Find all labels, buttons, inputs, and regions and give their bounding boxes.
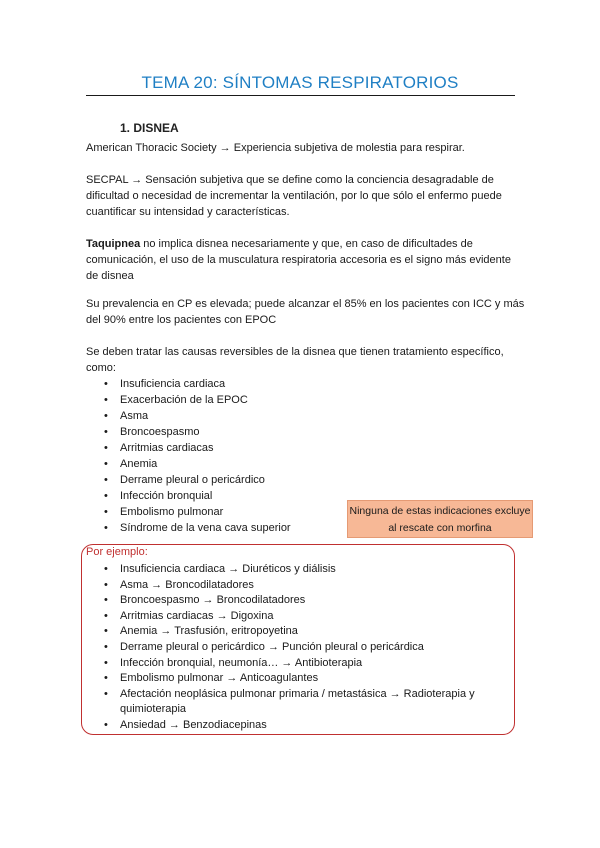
section-heading: 1. DISNEA — [120, 121, 179, 135]
bullet-icon: • — [104, 687, 108, 700]
page-title: TEMA 20: SÍNTOMAS RESPIRATORIOS — [141, 73, 459, 92]
bullet-icon: • — [104, 672, 108, 685]
paragraph-taquipnea — [86, 236, 526, 284]
bullet-icon: • — [104, 506, 108, 518]
paragraph-prevalence: Su prevalencia en CP es elevada; puede alcanzar el 85% en los pacientes con ICC y más del 90% entre los pacientes con EPOC — [86, 298, 525, 326]
list-item: • Embolismo pulmonar → Anticoagulantes — [86, 671, 516, 687]
bullet-icon: • — [104, 458, 108, 470]
example-label: Por ejemplo: — [86, 546, 148, 558]
paragraph-secpal: SECPAL → Sensación subjetiva que se define como la conciencia desagradable de dificultad o necesidad de incrementar la ventilación, por lo que sólo el enfermo puede cuantificar su intensidad y características. — [86, 174, 502, 218]
bullet-icon: • — [104, 594, 108, 607]
bullet-icon: • — [104, 563, 108, 575]
morphine-note-box: Ninguna de estas indicaciones excluye al rescate con morfina — [347, 500, 533, 538]
list-item: • Embolismo pulmonar — [104, 506, 224, 518]
example-list — [86, 562, 516, 734]
list-item: • Exacerbación de la EPOC — [104, 394, 248, 406]
bullet-icon: • — [104, 378, 108, 390]
bullet-icon: • — [104, 656, 108, 669]
bullet-icon: • — [104, 474, 108, 486]
bullet-icon: • — [104, 625, 108, 638]
list-item: • Anemia — [104, 458, 158, 470]
bullet-icon: • — [104, 442, 108, 454]
title-underline — [86, 95, 515, 96]
list-item: • Insuficiencia cardiaca — [104, 378, 226, 390]
bullet-icon: • — [104, 522, 108, 534]
list-item: • Broncoespasmo → Broncodilatadores — [86, 593, 516, 609]
list-item: • Derrame pleural o pericárdico → Punción pleural o pericárdica — [86, 640, 516, 656]
list-item: • Asma → Broncodilatadores — [86, 578, 516, 594]
bullet-icon: • — [104, 578, 108, 591]
list-item: • Síndrome de la vena cava superior — [104, 522, 291, 534]
list-item: • Insuficiencia cardiaca → Diuréticos y diálisis — [86, 562, 516, 578]
taquipnea-term: Taquipnea — [86, 238, 141, 250]
list-item: • Anemia → Trasfusión, eritropoyetina — [86, 624, 516, 640]
list-item: • Afectación neoplásica pulmonar primaria / metastásica → Radioterapia y quimioterapia — [104, 687, 475, 716]
bullet-icon: • — [104, 609, 108, 622]
bullet-icon: • — [104, 426, 108, 438]
bullet-icon: • — [104, 718, 108, 731]
list-item: • Broncoespasmo — [104, 426, 200, 438]
list-item: • Infección bronquial, neumonía… → Antibioterapia — [86, 656, 516, 672]
taquipnea-text: no implica disnea necesariamente y que, en caso de dificultades de comunicación, el uso de la musculatura respiratoria accesoria es el signo más evidente de disnea — [86, 238, 511, 282]
bullet-icon: • — [104, 640, 108, 653]
list-item: • Ansiedad → Benzodiacepinas — [86, 718, 516, 734]
bullet-icon: • — [104, 394, 108, 406]
list-item: • Asma — [104, 410, 149, 422]
paragraph-ats: American Thoracic Society → Experiencia subjetiva de molestia para respirar. — [86, 142, 465, 154]
list-item: • Arritmias cardiacas → Digoxina — [86, 609, 516, 625]
bullet-icon: • — [104, 410, 108, 422]
bullet-icon: • — [104, 490, 108, 502]
list-item: • Derrame pleural o pericárdico — [104, 474, 265, 486]
list-item: • Arritmias cardiacas — [104, 442, 214, 454]
causes-intro: Se deben tratar las causas reversibles de la disnea que tienen tratamiento específico, como: — [86, 346, 504, 374]
list-item: • Infección bronquial — [104, 490, 213, 502]
